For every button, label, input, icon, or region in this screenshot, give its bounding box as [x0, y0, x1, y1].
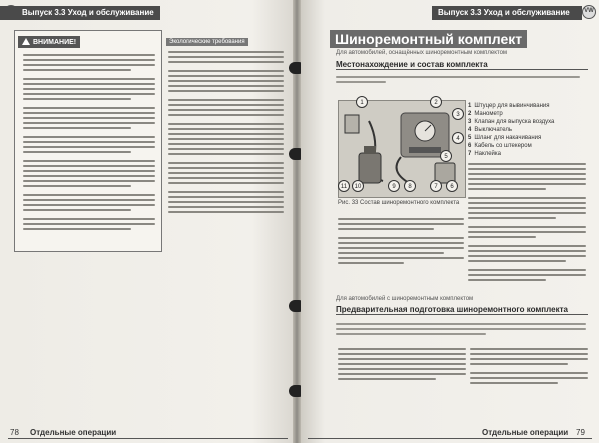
section1-intro [336, 73, 586, 83]
section2-subtitle: Для автомобилей с шиноремонтным комплектом [336, 296, 474, 302]
environment-note [166, 30, 286, 250]
warning-title: ВНИМАНИЕ! [18, 36, 80, 48]
legend-item: 4 Выключатель [468, 127, 512, 133]
legend-item: 1 Штуцер для вывинчивания [468, 103, 550, 109]
figure-caption: Рис. 33 Состав шиноремонтного комплекта [338, 200, 460, 206]
callout-7: 7 [430, 180, 442, 192]
legend-item: 2 Манометр [468, 111, 503, 117]
warning-box [14, 30, 162, 252]
left-column-text [338, 215, 464, 264]
callout-10: 10 [352, 180, 364, 192]
section2-left-text [338, 345, 466, 401]
left-page [0, 0, 296, 443]
note-title: Экологические требования [166, 38, 248, 46]
callout-3: 3 [452, 108, 464, 120]
right-page-header: Выпуск 3.3 Уход и обслуживание [432, 6, 582, 20]
legend-item: 3 Клапан для выпуска воздуха [468, 119, 555, 125]
callout-4: 4 [452, 132, 464, 144]
left-footer-text: Отдельные операции [30, 428, 117, 437]
callout-9: 9 [388, 180, 400, 192]
section2-intro [336, 320, 586, 335]
callout-2: 2 [430, 96, 442, 108]
warning-triangle-icon [22, 38, 30, 45]
component-legend [468, 102, 588, 158]
legend-item: 7 Наклейка [468, 151, 501, 157]
right-footer-text: Отдельные операции [482, 428, 569, 437]
callout-1: 1 [356, 96, 368, 108]
callout-11: 11 [338, 180, 350, 192]
section2-right-text [470, 345, 588, 401]
legend-item: 6 Кабель со штекером [468, 143, 532, 149]
legend-item: 5 Шланг для накачивания [468, 135, 542, 141]
page-title: Шиноремонтный комплект [330, 30, 527, 48]
section1-title: Местонахождение и состав комплекта [336, 60, 588, 70]
section2-title: Предварительная подготовка шиноремонтного комплекта [336, 305, 588, 315]
left-page-number: 78 [10, 428, 19, 437]
right-page-number: 79 [576, 428, 585, 437]
section1-subtitle: Для автомобилей, оснащённых шиноремонтным комплектом [336, 50, 508, 56]
callout-5: 5 [440, 150, 452, 162]
left-page-header: Выпуск 3.3 Уход и обслуживание [0, 6, 160, 20]
right-column-text [468, 160, 586, 281]
callout-8: 8 [404, 180, 416, 192]
brand-logo-icon-right: VW [582, 5, 596, 19]
callout-6: 6 [446, 180, 458, 192]
